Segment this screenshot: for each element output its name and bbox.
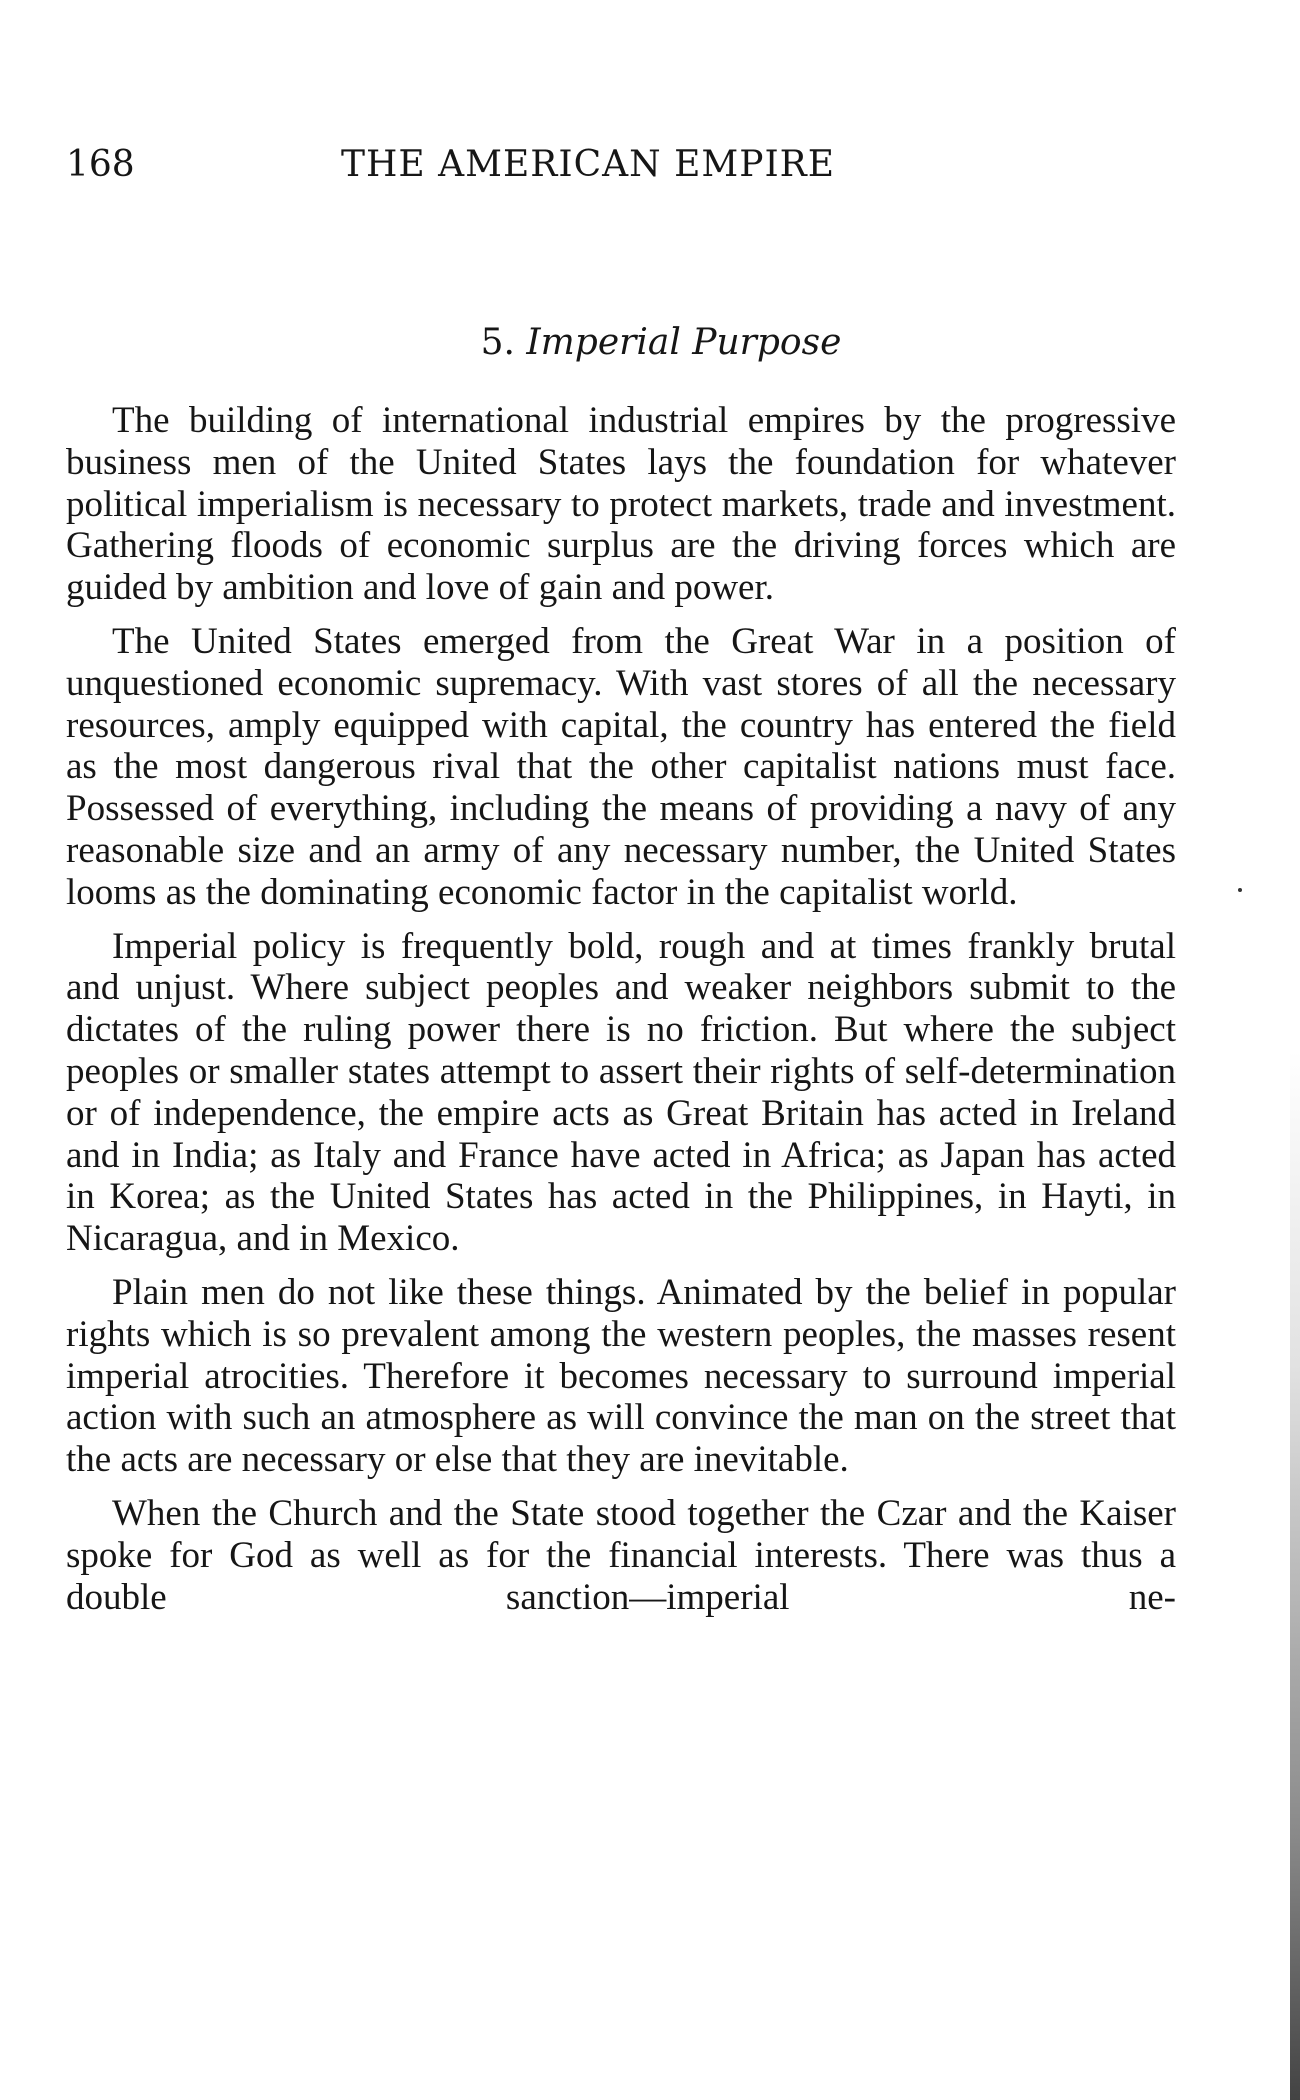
paragraph-5: When the Church and the State stood together the Czar and the Kaiser spoke for God as well as for the financial interests. There was thus a double sanction—imperial ne- [66, 1492, 1176, 1618]
running-title: THE AMERICAN EMPIRE [341, 144, 836, 185]
section-title: Imperial Purpose [526, 322, 842, 363]
paragraph-2: The United States emerged from the Great War in a position of unquestioned economic supremacy. With vast stores of all the necessary resources, amply equipped with capital, the country has entered the field as the most dangerous rival that the other capitalist nations must face. Possessed of everything, including the means of providing a navy of any reasonable size and an army of any necessary number, the United States looms as the dominating economic factor in the capitalist world. [66, 620, 1176, 913]
page-number: 168 [66, 144, 135, 185]
section-number: 5. [480, 322, 515, 363]
body-text [66, 400, 1176, 1630]
paragraph-4: Plain men do not like these things. Animated by the belief in popular rights which is so prevalent among the western peoples, the masses resent imperial atrocities. Therefore it becomes necessary to surround imperial action with such an atmosphere as will convince the man on the street that the acts are necessary or else that they are inevitable. [66, 1271, 1176, 1481]
section-heading [66, 318, 1176, 368]
running-head [66, 140, 1176, 190]
scan-speck [1238, 888, 1242, 892]
paragraph-1: The building of international industrial empires by the progressive business men of the United States lays the foundation for whatever political imperialism is necessary to protect markets, trade and investment. Gathering floods of economic surplus are the driving forces which are guided by ambition and love of gain and power. [66, 400, 1176, 609]
page-binding-edge [1290, 1050, 1300, 2100]
paragraph-3: Imperial policy is frequently bold, rough and at times frankly brutal and unjust. Where subject peoples and weaker neighbors submit to the dictates of the ruling power there is no friction. But where the subject peoples or smaller states attempt to assert their rights of self-determination or of independence, the empire acts as Great Britain has acted in Ireland and in India; as Italy and France have acted in Africa; as Japan has acted in Korea; as the United States has acted in the Philippines, in Hayti, in Nicaragua, and in Mexico. [66, 925, 1176, 1260]
